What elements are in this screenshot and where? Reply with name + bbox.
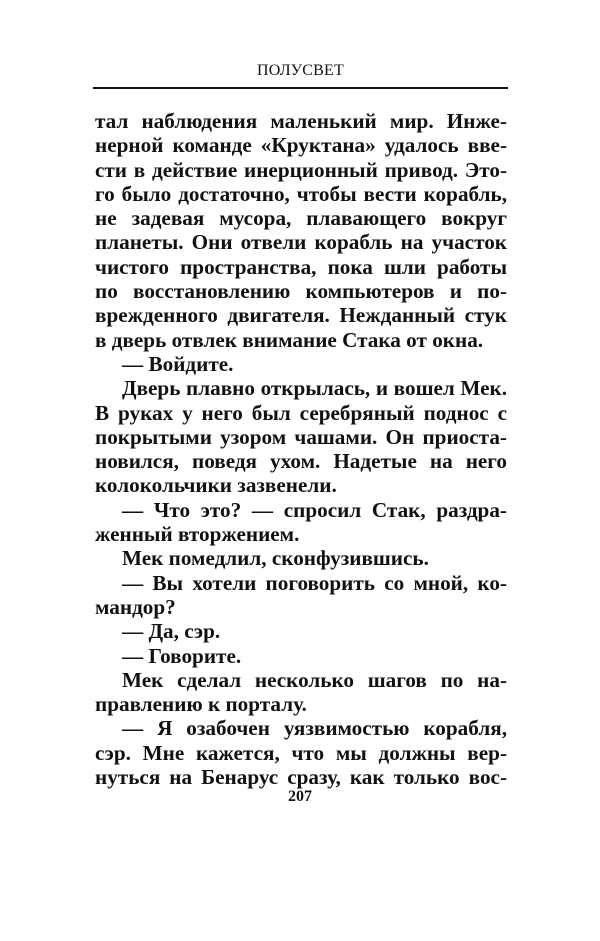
running-head: ПОЛУСВЕТ bbox=[257, 62, 344, 79]
text-line: Дверь плавно открылась, и вошел Мек. bbox=[122, 376, 507, 401]
text-line: — Что это? — спросил Стак, раздра- bbox=[122, 497, 507, 522]
text-line: нуться на Бенарус сразу, как только вос- bbox=[95, 765, 507, 790]
text-line: врежденного двигателя. Нежданный стук bbox=[95, 303, 507, 328]
text-line: тал наблюдения маленький мир. Инже- bbox=[95, 109, 507, 133]
text-line: сэр. Мне кажется, что мы должны вер- bbox=[95, 740, 507, 765]
text-line: — Говорите. bbox=[122, 643, 242, 668]
text-line: новился, поведя ухом. Надетые на него bbox=[95, 449, 507, 474]
body-text bbox=[95, 109, 507, 789]
text-line: — Вы хотели поговорить со мной, ко- bbox=[122, 570, 507, 595]
text-line: мандор? bbox=[95, 594, 176, 619]
text-line: планеты. Они отвели корабль на участок bbox=[95, 230, 507, 255]
page-number: 207 bbox=[288, 788, 312, 805]
text-line: — Войдите. bbox=[122, 351, 234, 376]
text-line: нерной команде «Круктана» удалось вве- bbox=[95, 133, 507, 158]
text-line: не задевая мусора, плавающего вокруг bbox=[95, 206, 507, 231]
text-line: — Я озабочен уязвимостью корабля, bbox=[122, 716, 507, 741]
text-line: Мек сделал несколько шагов по на- bbox=[122, 667, 507, 692]
text-line: го было достаточно, чтобы вести корабль, bbox=[95, 181, 507, 206]
text-line: Мек помедлил, сконфузившись. bbox=[122, 546, 429, 571]
text-line: покрытыми узором чашами. Он приоста- bbox=[95, 424, 507, 449]
text-line: по восстановлению компьютеров и по- bbox=[95, 279, 507, 304]
text-line: правлению к порталу. bbox=[95, 692, 307, 717]
text-line: чистого пространства, пока шли работы bbox=[95, 254, 507, 279]
text-line: в дверь отвлек внимание Стака от окна. bbox=[95, 327, 484, 352]
text-line: колокольчики зазвенели. bbox=[95, 473, 337, 498]
text-line: — Да, сэр. bbox=[122, 619, 221, 644]
text-line: женный вторжением. bbox=[95, 522, 300, 547]
text-line: В руках у него был серебряный поднос с bbox=[95, 400, 507, 425]
header-rule bbox=[93, 87, 508, 89]
text-line: сти в действие инерционный привод. Это- bbox=[95, 157, 507, 182]
